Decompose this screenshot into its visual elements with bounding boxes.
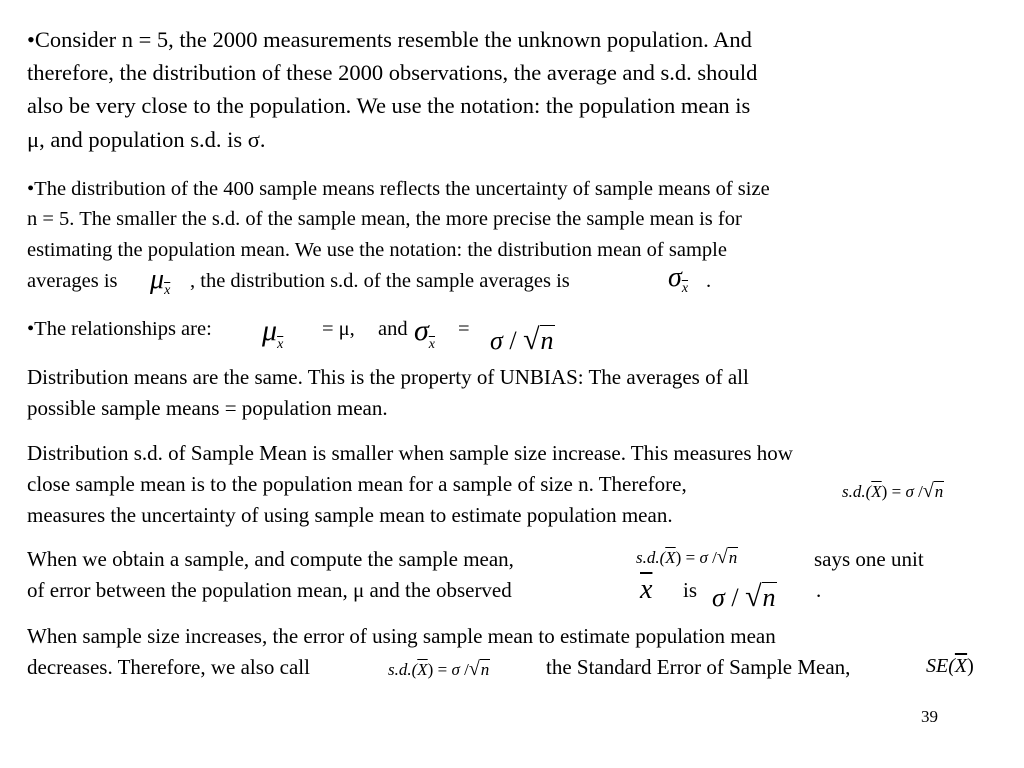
sd-formula-1: $s.d.(\overline{X}) = \sigma$ /√n [842,480,944,502]
p2-line-4b: , the distribution s.d. of the sample averages is [190,270,570,292]
sd-formula-2: $s.d.(\overline{X}) = \sigma$ /√n [636,546,738,568]
sd-formula-3: $s.d.(\overline{X}) = \sigma$ /√n [388,658,490,680]
sigma-xbar-relationship: $\sigma_{\overline{x}}$ [414,314,436,352]
p3-and: and [378,318,408,340]
p1-line-4: μ, and population s.d. is σ. [27,127,266,152]
sigma-over-root-n-2: σ / √n [712,580,776,613]
page-number: 39 [921,707,938,726]
mu-xbar-symbol: $\mu_{\overline{x}}$ [150,264,171,298]
p2-line-3: estimating the population mean. We use the notation: the distribution mean of sample [27,239,727,261]
p4-line-2: possible sample means = population mean. [27,396,388,420]
p5-line-3: measures the uncertainty of using sample mean to estimate population mean. [27,503,673,527]
p3-eq: = [458,318,470,340]
p1-line-2: therefore, the distribution of these 2000 observations, the average and s.d. should [27,60,758,85]
p2-line-4c: . [706,270,712,292]
p5-line-2: close sample mean is to the population mean for a sample of size n. Therefore, [27,472,687,496]
p2-line-2: n = 5. The smaller the s.d. of the sample mean, the more precise the sample mean is for [27,208,742,230]
p3-eq-mu: = μ, [322,318,355,340]
xbar-symbol: $\overline{x}$ [640,574,653,605]
p6-line-2a: of error between the population mean, μ and the observed [27,578,512,602]
p7-line-2b: the Standard Error of Sample Mean, [546,655,851,679]
p1-line-1: •Consider n = 5, the 2000 measurements resemble the unknown population. And [27,27,752,52]
p7-line-1: When sample size increases, the error of using sample mean to estimate population mean [27,624,776,648]
p7-line-2a: decreases. Therefore, we also call [27,655,310,679]
mu-xbar-relationship: $\mu_{\overline{x}}$ [262,314,284,352]
p6-line-1a: When we obtain a sample, and compute the sample mean, [27,547,514,571]
p5-line-1: Distribution s.d. of Sample Mean is smaller when sample size increase. This measures how [27,441,793,465]
p6-line-2b: is [683,578,698,602]
sigma-over-root-n-1: σ / √n [490,323,554,356]
p6-line-1b: says one unit [814,547,924,571]
p2-line-4a: averages is [27,270,118,292]
p4-line-1: Distribution means are the same. This is the property of UNBIAS: The averages of all [27,365,749,389]
p1-line-3: also be very close to the population. We use the notation: the population mean is [27,93,751,118]
sigma-xbar-symbol: $\sigma_{\overline{x}}$ [668,262,689,296]
p3-lead: •The relationships are: [27,318,212,340]
p6-line-2c: . [816,578,822,602]
se-formula: $SE(\overline{X})$ [926,655,974,677]
p2-line-1: •The distribution of the 400 sample means reflects the uncertainty of sample means of size [27,178,770,200]
